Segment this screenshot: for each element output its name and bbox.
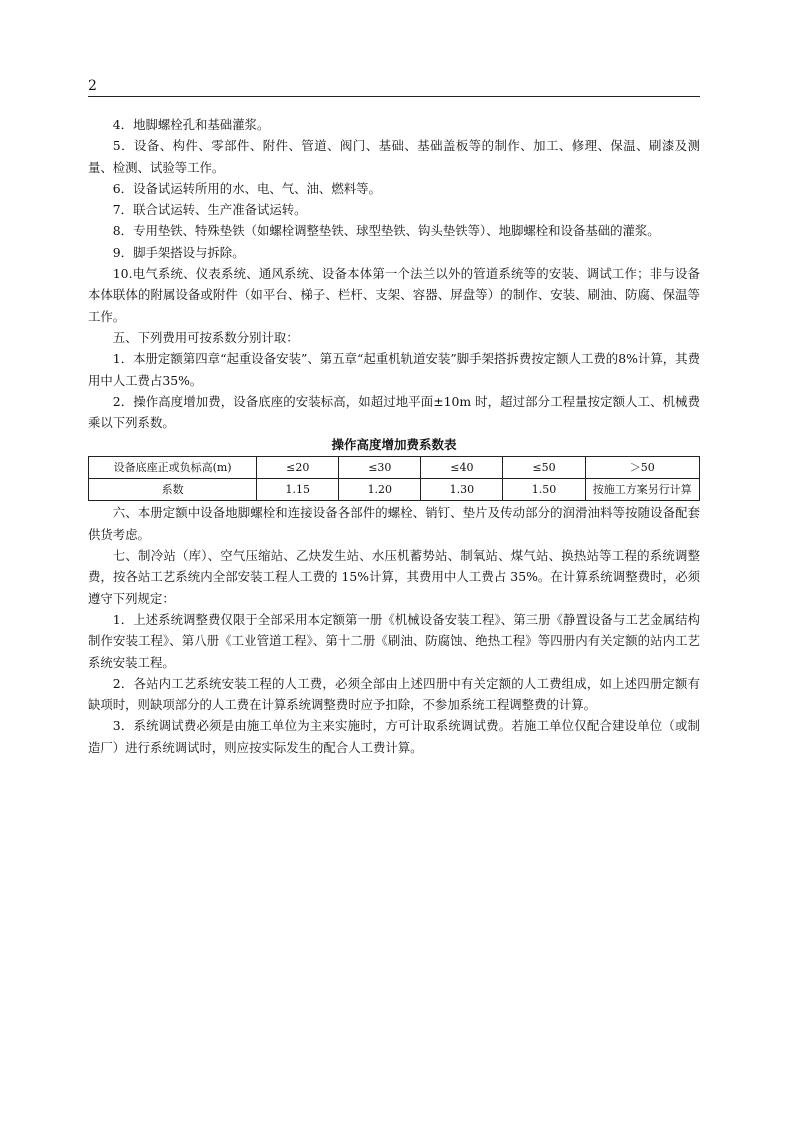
paragraph: 6．设备试运转所用的水、电、气、油、燃料等。: [112, 180, 381, 196]
table-header-cell: ≤50: [503, 457, 585, 479]
table-cell: 1.50: [503, 479, 585, 501]
paragraph: 2．各站内工艺系统安装工程的人工费，必须全部由上述四册中有关定额的人工费组成，如上述四册定额有缺项时，则缺项部分的人工费在计算系统调整费时应予扣除，不参加系统工程调整费的计算。: [88, 675, 700, 713]
table-cell: 系数: [89, 479, 257, 501]
paragraph: 2．操作高度增加费，设备底座的安装标高，如超过地平面±10m 时，超过部分工程量按定额人工、机械费乘以下列系数。: [88, 393, 700, 431]
paragraph: 7．联合试运转、生产准备试运转。: [112, 202, 307, 218]
page-number: 2: [88, 78, 97, 94]
paragraph: 3．系统调试费必须是由施工单位为主来实施时，方可计取系统调试费。若施工单位仅配合建设单位（或制造厂）进行系统调试时，则应按实际发生的配合人工费计算。: [88, 718, 700, 755]
table-row: [89, 479, 700, 501]
table-header-cell: ≤20: [257, 457, 339, 479]
page-body: [88, 114, 700, 758]
table-header-cell: 设备底座正或负标高(m): [89, 457, 257, 479]
table-header-cell: ≤30: [339, 457, 421, 479]
paragraph: 10.电气系统、仪表系统、通风系统、设备本体第一个法兰以外的管道系统等的安装、调试工作；非与设备本体联体的附属设备或附件（如平台、梯子、栏杆、支架、容器、屏盘等）的制作、安装、刷油、防腐、保温等工作。: [88, 266, 700, 324]
section-heading: 七、制冷站（库）、空气压缩站、乙炔发生站、水压机蓄势站、制氧站、煤气站、换热站等工程的系统调整费，按各站工艺系统内全部安装工程人工费的 15%计算，其费用中人工费占 35%。在计算系统调整费时，必须遵守下列规定：: [88, 548, 700, 606]
table-cell: 按施工方案另行计算: [585, 479, 699, 501]
table-cell: 1.20: [339, 479, 421, 501]
table-cell: 1.30: [421, 479, 503, 501]
coefficient-table: [88, 456, 700, 501]
paragraph: 1．本册定额第四章“起重设备安装”、第五章“起重机轨道安装”脚手架搭拆费按定额人工费的8%计算，其费用中人工费占35%。: [88, 351, 700, 388]
paragraph: 4．地脚螺栓孔和基础灌浆。: [112, 117, 270, 132]
paragraph: 9．脚手架搭设与拆除。: [112, 244, 245, 260]
paragraph: 5．设备、构件、零部件、附件、管道、阀门、基础、基础盖板等的制作、加工、修理、保温、刷漆及测量、检测、试验等工作。: [88, 138, 700, 175]
table-header-cell: ≤40: [421, 457, 503, 479]
header-rule: [88, 96, 700, 97]
table-header-row: [89, 457, 700, 479]
paragraph: 8．专用垫铁、特殊垫铁（如螺栓调整垫铁、球型垫铁、钩头垫铁等）、地脚螺栓和设备基础的灌浆。: [112, 223, 660, 239]
table-header-cell: ＞50: [585, 457, 699, 479]
paragraph: 1．上述系统调整费仅限于全部采用本定额第一册《机械设备安装工程》、第三册《静置设备与工艺金属结构制作安装工程》、第八册《工业管道工程》、第十二册《刷油、防腐蚀、绝热工程》等四册内有关定额的站内工艺系统安装工程。: [88, 611, 700, 670]
section-heading: 六、本册定额中设备地脚螺栓和连接设备各部件的螺栓、销钉、垫片及传动部分的润滑油料等按随设备配套供货考虑。: [88, 505, 700, 542]
table-title: 操作高度增加费系数表: [331, 437, 457, 453]
table-cell: 1.15: [257, 479, 339, 501]
section-heading: 五、下列费用可按系数分别计取：: [112, 329, 299, 345]
